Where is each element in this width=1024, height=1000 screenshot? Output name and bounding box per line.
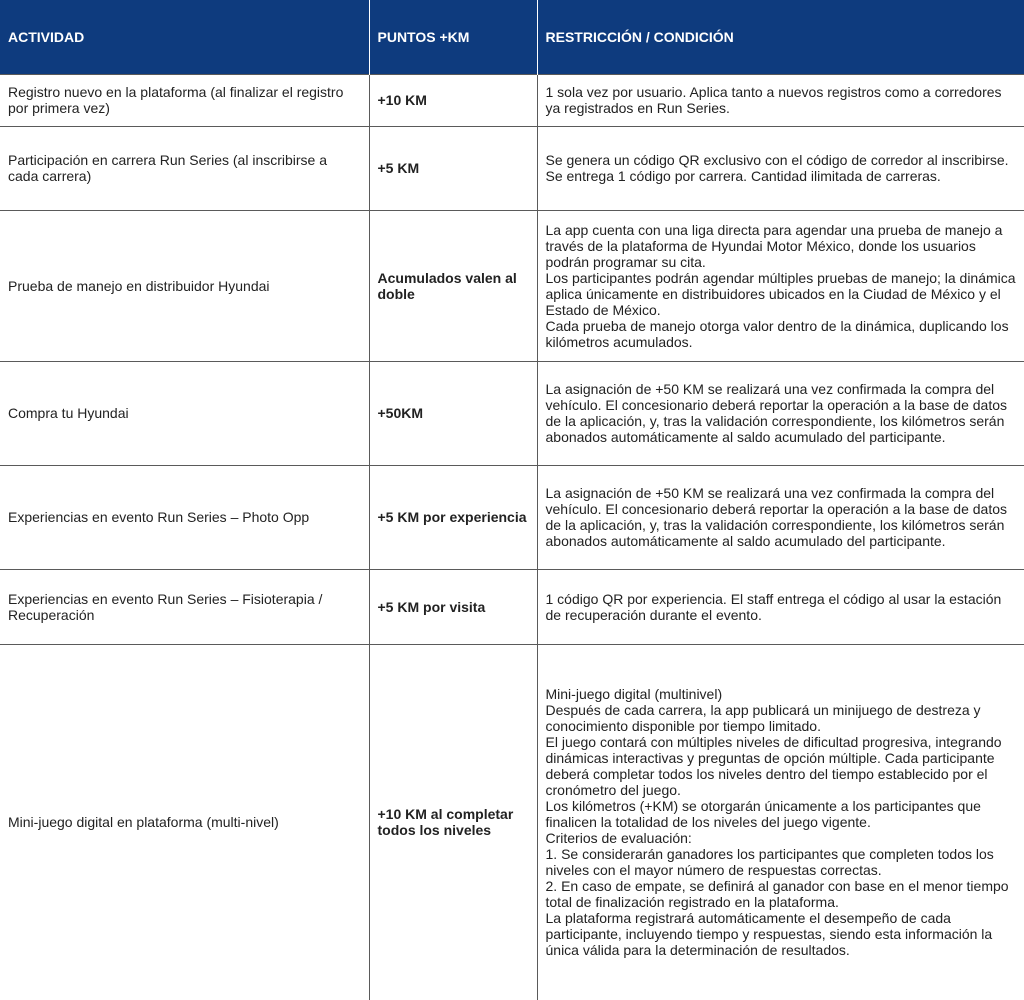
cell-condicion: La asignación de +50 KM se realizará una vez confirmada la compra del vehículo. El concesionario deberá reportar la operación a la base de datos de la aplicación, y, tras la validación correspondiente, los kilómetros serán abonados automáticamente al saldo acumulado del participante. [537, 465, 1024, 569]
cell-condicion: Se genera un código QR exclusivo con el código de corredor al inscribirse. Se entrega 1 código por carrera. Cantidad ilimitada de carreras. [537, 126, 1024, 210]
cell-condicion: La app cuenta con una liga directa para agendar una prueba de manejo a través de la plataforma de Hyundai Motor México, donde los usuarios podrán programar su cita. Los participantes podrán agendar múltiples pruebas de manejo; la dinámica aplica únicamente en distribuidores ubicados en la Ciudad de México y el Estado de México. Cada prueba de manejo otorga valor dentro de la dinámica, duplicando los kilómetros acumulados. [537, 210, 1024, 361]
cell-puntos: +5 KM por experiencia [369, 465, 537, 569]
cell-condicion: 1 código QR por experiencia. El staff entrega el código al usar la estación de recuperación durante el evento. [537, 569, 1024, 644]
table-row [0, 644, 1024, 1000]
header-actividad: ACTIVIDAD [0, 0, 369, 74]
cell-puntos: +5 KM por visita [369, 569, 537, 644]
header-condicion: RESTRICCIÓN / CONDICIÓN [537, 0, 1024, 74]
cell-condicion: Mini-juego digital (multinivel) Después de cada carrera, la app publicará un minijuego de destreza y conocimiento disponible por tiempo limitado. El juego contará con múltiples niveles de dificultad progresiva, integrando dinámicas interactivas y preguntas de opción múltiple. Cada participante deberá completar todos los niveles dentro del tiempo establecido por el cronómetro del juego. Los kilómetros (+KM) se otorgarán únicamente a los participantes que finalicen la totalidad de los niveles del juego vigente. Criterios de evaluación: 1. Se considerarán ganadores los participantes que completen todos los niveles con el mayor número de respuestas correctas. 2. En caso de empate, se definirá al ganador con base en el menor tiempo total de finalización registrado en la plataforma. La plataforma registrará automáticamente el desempeño de cada participante, incluyendo tiempo y respuestas, siendo esta información la única válida para la determinación de resultados. [537, 644, 1024, 1000]
cell-condicion: La asignación de +50 KM se realizará una vez confirmada la compra del vehículo. El concesionario deberá reportar la operación a la base de datos de la aplicación, y, tras la validación correspondiente, los kilómetros serán abonados automáticamente al saldo acumulado del participante. [537, 361, 1024, 465]
cell-actividad: Compra tu Hyundai [0, 361, 369, 465]
cell-puntos: Acumulados valen al doble [369, 210, 537, 361]
cell-actividad: Prueba de manejo en distribuidor Hyundai [0, 210, 369, 361]
cell-actividad: Mini-juego digital en plataforma (multi-nivel) [0, 644, 369, 1000]
cell-puntos: +50KM [369, 361, 537, 465]
cell-puntos: +10 KM [369, 74, 537, 126]
table-header-row [0, 0, 1024, 74]
cell-actividad: Experiencias en evento Run Series – Fisioterapia / Recuperación [0, 569, 369, 644]
table-row [0, 74, 1024, 126]
cell-actividad: Experiencias en evento Run Series – Photo Opp [0, 465, 369, 569]
cell-puntos: +10 KM al completar todos los niveles [369, 644, 537, 1000]
cell-actividad: Registro nuevo en la plataforma (al finalizar el registro por primera vez) [0, 74, 369, 126]
cell-condicion: 1 sola vez por usuario. Aplica tanto a nuevos registros como a corredores ya registrados en Run Series. [537, 74, 1024, 126]
table-row [0, 361, 1024, 465]
table-row [0, 210, 1024, 361]
header-puntos: PUNTOS +KM [369, 0, 537, 74]
cell-actividad: Participación en carrera Run Series (al inscribirse a cada carrera) [0, 126, 369, 210]
table-row [0, 569, 1024, 644]
table-row [0, 126, 1024, 210]
table-row [0, 465, 1024, 569]
cell-puntos: +5 KM [369, 126, 537, 210]
